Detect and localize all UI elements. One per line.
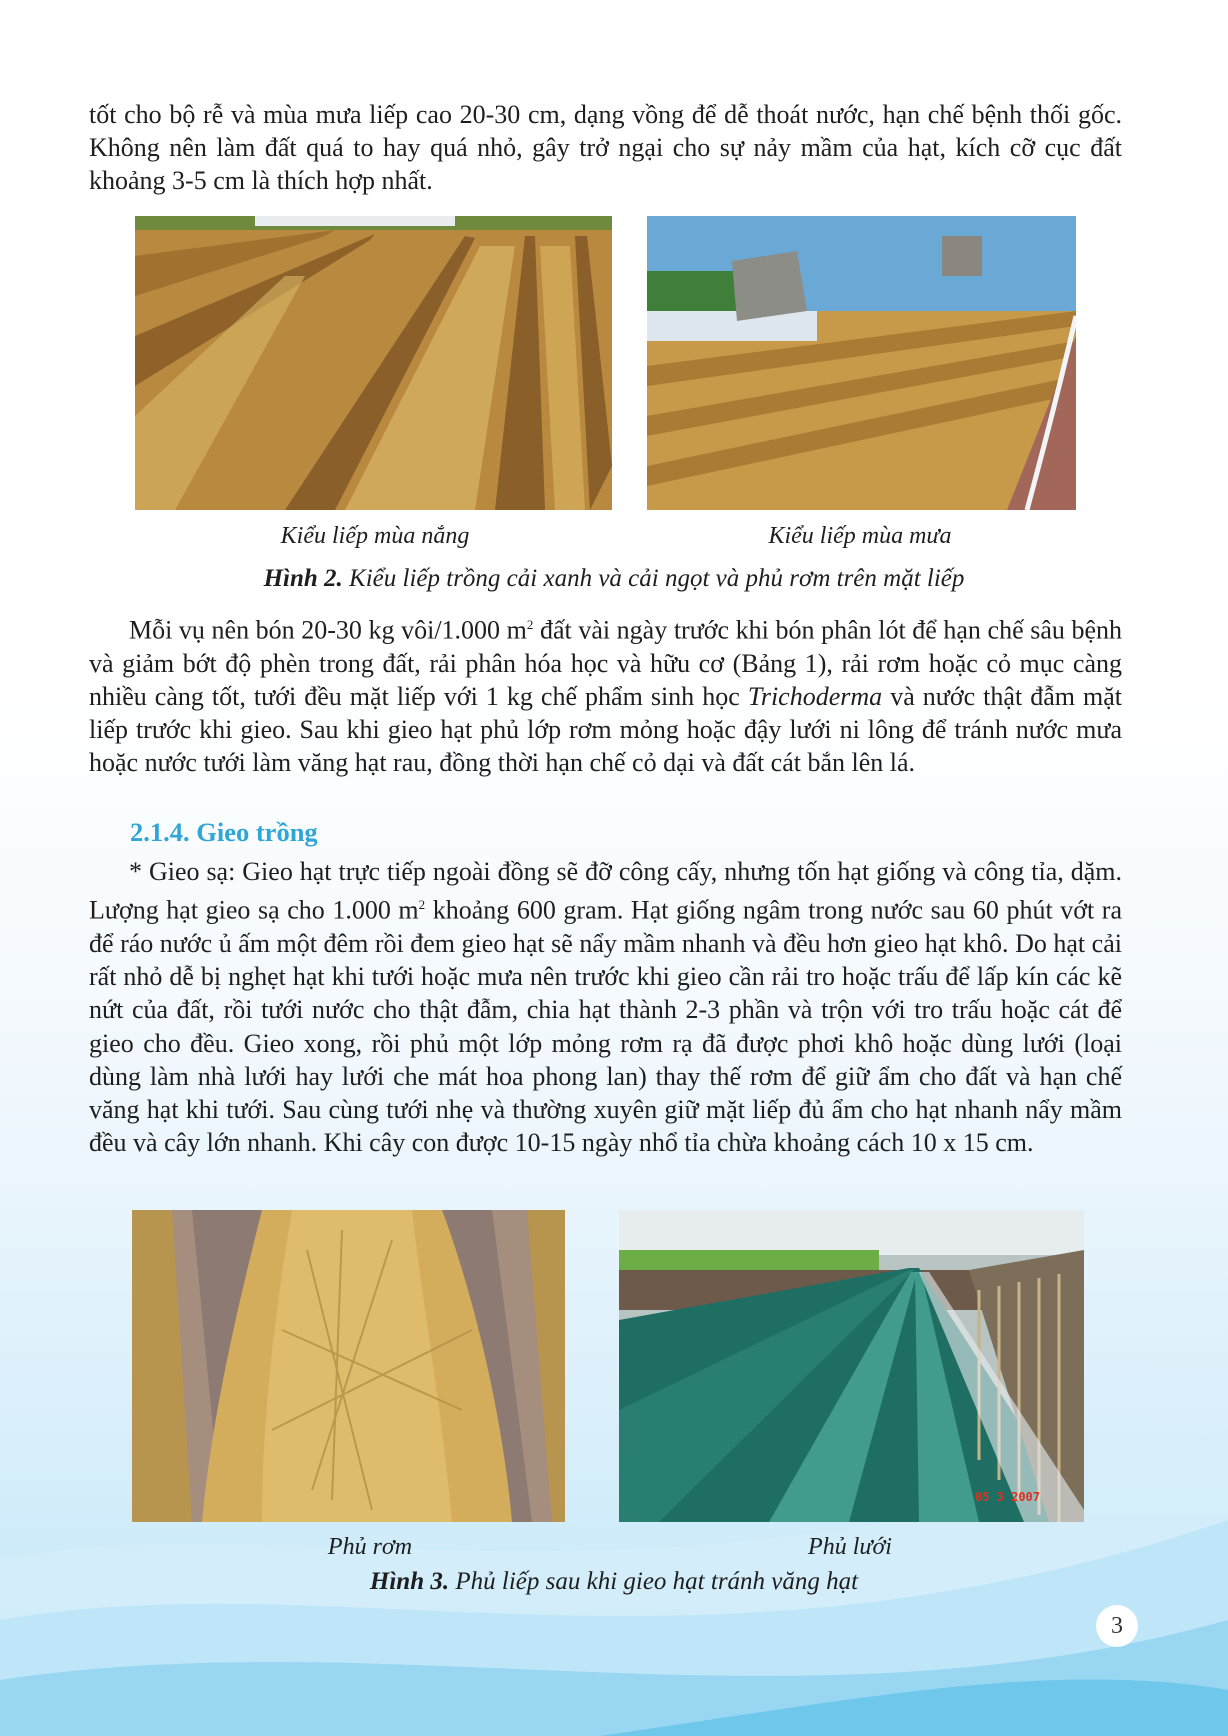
figure2-title <box>0 565 1228 593</box>
paragraph-sowing <box>89 855 1122 1159</box>
section-heading: 2.1.4. Gieo trồng <box>130 817 318 847</box>
p3-text-b: khoảng 600 gram. Hạt giống ngâm trong nước sau 60 phút vớt ra để ráo nước ủ ấm một đêm rồi đem gieo hạt sẽ nẩy mầm nhanh và đều hơn gieo hạt khô. Do hạt cải rất nhỏ dễ bị nghẹt hạt khi tưới hoặc mưa nên trước khi gieo cần rải tro hoặc trấu để lấp kín các kẽ nứt của đất, rồi tưới nước cho thật đẫm, chia hạt thành 2-3 phần và trộn với tro trấu hoặc cát để gieo cho đều. Gieo xong, rồi phủ một lớp mỏng rơm rạ đã được phơi khô hoặc dùng lưới (loại dùng làm nhà lưới hay lưới che mát hoa phong lan) thay thế rơm để giữ ẩm cho đất và hạn chế văng hạt khi tưới. Sau cùng tưới nhẹ và thường xuyên giữ mặt liếp đủ ẩm cho hạt nhanh nẩy mầm đều và cây lớn nhanh. Khi cây con được 10-15 ngày nhổ tỉa chừa khoảng cách 10 x 15 cm. <box>89 895 1122 1158</box>
figure2-label: Hình 2. <box>263 565 343 592</box>
photo-straw-cover <box>132 1210 565 1522</box>
figure2-caption-right: Kiểu liếp mùa mưa <box>768 523 952 549</box>
p2-text-c: và nước thật đẫm mặt liếp trước khi gieo. Sau khi gieo hạt phủ lớp rơm mỏng hoặc đậy lưới ni lông để tránh nước mưa hoặc nước tưới làm văng hạt rau, đồng thời hạn chế cỏ dại và đất cát bắn lên lá. <box>89 682 1122 778</box>
paragraph-fertilizing <box>89 608 1122 780</box>
p3-text-a: * Gieo sạ: Gieo hạt trực tiếp ngoài đồng sẽ đỡ công cấy, nhưng tốn hạt giống và công tỉa, dặm. Lượng hạt gieo sạ cho 1.000 m <box>89 857 1122 925</box>
figure3-label: Hình 3. <box>369 1568 450 1595</box>
p2-text-b: đất vài ngày trước khi bón phân lót để hạn chế sâu bệnh và giảm bớt độ phèn trong đất, rải phân hóa học và hữu cơ (Bảng 1), rải rơm hoặc cỏ mục càng nhiều càng tốt, tưới đều mặt liếp với 1 kg chế phẩm sinh học <box>89 615 1122 712</box>
figure3-title <box>0 1568 1228 1596</box>
figure3-caption-left: Phủ rơm <box>327 1534 413 1560</box>
figure2-title-text: Kiểu liếp trồng cải xanh và cải ngọt và phủ rơm trên mặt liếp <box>342 565 965 592</box>
p3-superscript: 2 <box>418 897 426 913</box>
figure3-title-text: Phủ liếp sau khi gieo hạt tránh văng hạt <box>449 1568 859 1595</box>
photo-net-cover <box>619 1210 1084 1522</box>
page-number: 3 <box>1096 1605 1138 1647</box>
photo-rainy-season-beds <box>647 216 1076 510</box>
paragraph-bed-preparation: tốt cho bộ rễ và mùa mưa liếp cao 20-30 cm, dạng vồng để dễ thoát nước, hạn chế bệnh thối gốc. Không nên làm đất quá to hay quá nhỏ, gây trở ngại cho sự nảy mầm của hạt, kích cỡ cục đất khoảng 3-5 cm là thích hợp nhất. <box>89 100 1122 196</box>
photo-dry-season-beds <box>135 216 612 510</box>
p2-superscript: 2 <box>526 617 534 632</box>
figure3-caption-right: Phủ lưới <box>808 1534 892 1560</box>
figure2-caption-left: Kiểu liếp mùa nắng <box>280 523 470 549</box>
p2-text-a: Mỗi vụ nên bón 20-30 kg vôi/1.000 m <box>129 615 527 645</box>
photo-date-stamp: 05 3 2007 <box>974 1490 1040 1504</box>
p2-scientific-name: Trichoderma <box>747 682 883 712</box>
